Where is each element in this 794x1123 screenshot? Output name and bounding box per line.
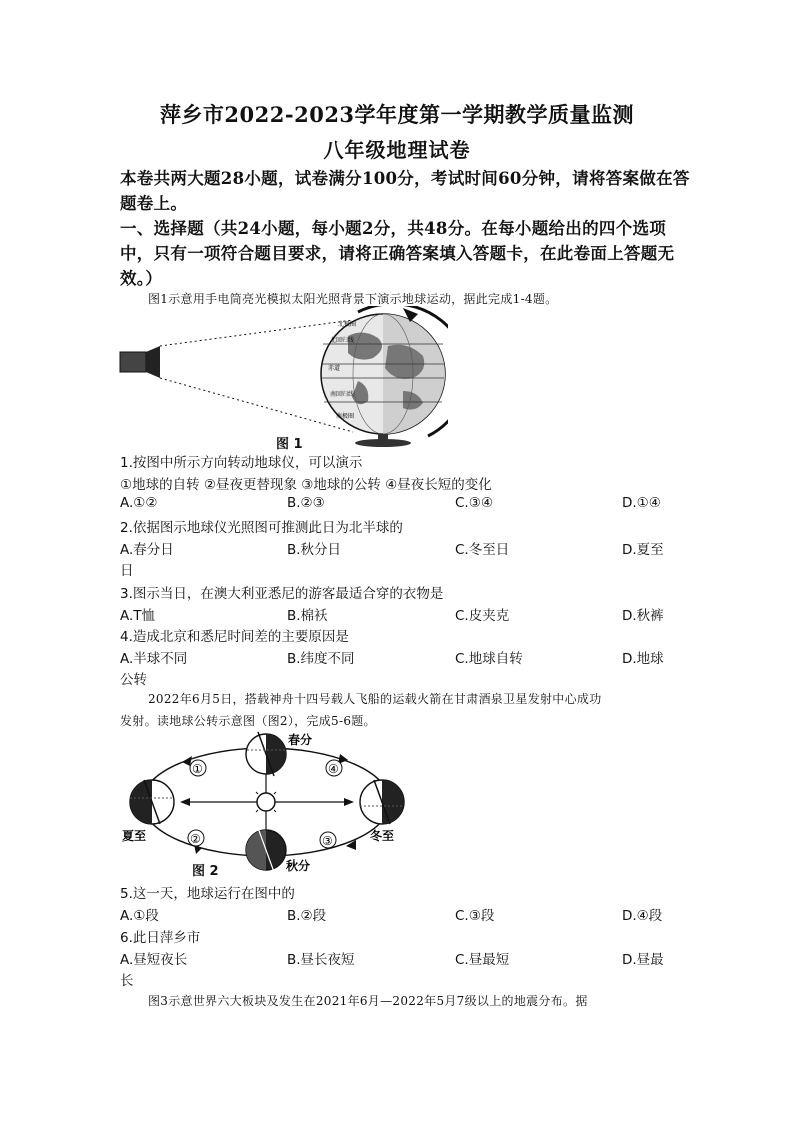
- q1-option-a: A.①②: [120, 495, 158, 511]
- q3-option-c: C.皮夹克: [455, 608, 510, 624]
- notice-line-1: 本卷共两大题28小题，试卷满分100分，考试时间60分钟，请将答案做在答: [120, 169, 690, 188]
- section1-line-3: 效。）: [120, 269, 163, 288]
- section1-line-2: 中，只有一项符合题目要求，请将正确答案填入答题卡，在此卷面上答题无: [120, 244, 675, 263]
- exam-subtitle: 八年级地理试卷: [323, 138, 471, 162]
- globe-label-tropic-capricorn: 南回归线: [330, 391, 355, 398]
- q6-option-b: B.昼长夜短: [287, 952, 355, 968]
- figure1-globe-diagram: [118, 306, 448, 448]
- q1-stem: 1.按图中所示方向转动地球仪，可以演示: [120, 455, 363, 471]
- q2-option-a: A.春分日: [120, 542, 174, 558]
- q3-stem: 3.图示当日，在澳大利亚悉尼的游客最适合穿的衣物是: [120, 586, 444, 602]
- q3-option-b: B.棉袄: [287, 608, 328, 624]
- figure2-orbit-diagram: [120, 730, 420, 880]
- q4-option-b: B.纬度不同: [287, 651, 355, 667]
- q3-option-a: A.T恤: [120, 608, 156, 624]
- earth-spring-icon: [246, 732, 286, 776]
- globe-stand-icon: [355, 434, 411, 447]
- q4-option-d-wrap: 公转: [120, 672, 147, 688]
- season-label-spring: 春分: [288, 733, 313, 747]
- q5-option-a: A.①段: [120, 908, 159, 924]
- figure1-intro: 图1示意用手电筒亮光模拟太阳光照背景下演示地球运动，据此完成1-4题。: [148, 292, 558, 306]
- exam-title: 萍乡市2022-2023学年度第一学期教学质量监测: [159, 102, 635, 127]
- segment-label-1: ①: [192, 762, 203, 776]
- globe-label-equator: 赤道: [328, 365, 341, 372]
- flashlight-icon: [120, 346, 160, 378]
- q2-option-d-wrap: 日: [120, 563, 134, 579]
- q4-option-d: D.地球: [622, 651, 664, 667]
- segment-label-2: ②: [190, 832, 201, 846]
- figure1-caption: 图 1: [276, 437, 303, 452]
- q5-option-c: C.③段: [455, 908, 495, 924]
- section1-line-1: 一、选择题（共24小题，每小题2分，共48分。在每小题给出的四个选项: [120, 219, 667, 238]
- earth-summer-icon: [130, 780, 174, 824]
- q5-stem: 5.这一天，地球运行在图中的: [120, 886, 295, 902]
- q3-option-d: D.秋裤: [622, 608, 664, 624]
- q5-option-d: D.④段: [622, 908, 663, 924]
- globe-label-tropic-cancer: 北回归线: [330, 337, 355, 344]
- q6-option-c: C.昼最短: [455, 952, 510, 968]
- q1-option-c: C.③④: [455, 495, 493, 511]
- earth-autumn-icon: [246, 828, 286, 872]
- q6-option-d: D.昼最: [622, 952, 664, 968]
- q2-option-d: D.夏至: [622, 542, 664, 558]
- q5-option-b: B.②段: [287, 908, 327, 924]
- season-label-winter: 冬至: [370, 829, 395, 843]
- figure2-intro-2: 发射。读地球公转示意图（图2），完成5-6题。: [120, 714, 376, 728]
- notice-line-2: 题卷上。: [120, 194, 188, 213]
- figure2-intro-1: 2022年6月5日，搭载神舟十四号载人飞船的运载火箭在甘肃酒泉卫星发射中心成功: [148, 692, 602, 706]
- q1-option-d: D.①④: [622, 495, 661, 511]
- earth-winter-icon: [360, 780, 404, 824]
- segment-label-3: ③: [322, 834, 333, 848]
- q1-option-b: B.②③: [287, 495, 325, 511]
- q6-stem: 6.此日萍乡市: [120, 930, 201, 946]
- q2-option-c: C.冬至日: [455, 542, 510, 558]
- q4-option-a: A.半球不同: [120, 651, 188, 667]
- q1-items: ①地球的自转 ②昼夜更替现象 ③地球的公转 ④昼夜长短的变化: [120, 477, 492, 493]
- segment-label-4: ④: [328, 762, 339, 776]
- q4-stem: 4.造成北京和悉尼时间差的主要原因是: [120, 629, 349, 645]
- q2-option-b: B.秋分日: [287, 542, 342, 558]
- figure3-intro: 图3示意世界六大板块及发生在2021年6月—2022年5月7级以上的地震分布。据: [148, 994, 588, 1008]
- figure2-caption: 图 2: [192, 864, 219, 879]
- globe-label-antarctic: 南极圈: [336, 413, 355, 420]
- globe-label-arctic: 北极圈: [338, 321, 357, 328]
- q2-stem: 2.依据图示地球仪光照图可推测此日为北半球的: [120, 520, 403, 536]
- q6-option-d-wrap: 长: [120, 973, 134, 989]
- q4-option-c: C.地球自转: [455, 651, 523, 667]
- season-label-autumn: 秋分: [286, 859, 311, 873]
- season-label-summer: 夏至: [122, 829, 147, 843]
- q6-option-a: A.昼短夜长: [120, 952, 188, 968]
